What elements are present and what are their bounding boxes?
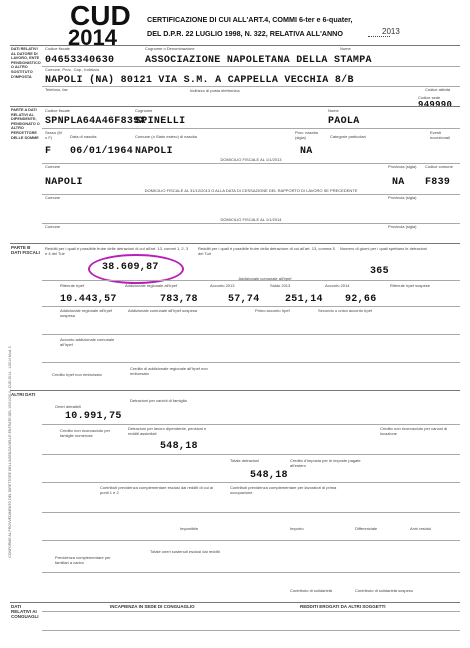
sostituto-email-label: Indirizzo di posta elettronica — [190, 88, 240, 93]
anni-label: Anni residui — [410, 526, 431, 531]
add-com-sospesa-label: Addizionale comunale all'Irpef sospesa — [128, 308, 198, 313]
add-regionale-label: Addizionale regionale all'Irpef — [125, 283, 178, 288]
credito-locazione-label: Credito non riconosciuto per canoni di locazione — [380, 426, 448, 436]
saldo-label: Saldo 2013 — [270, 283, 291, 288]
oneri-section-label: ALTRI DATI — [11, 392, 36, 397]
domicilio-codice-comune: F839 — [425, 177, 451, 188]
percipiente-eventi-label: Eventi eccezionali — [430, 130, 450, 140]
percipiente-cognome-label: Cognome — [135, 108, 153, 113]
differenziale-label: Differenziale — [355, 526, 378, 531]
totale-oneri-label: Totale oneri sostenuti esclusi dai redditi — [150, 549, 220, 554]
secondo-acconto-label: Secondo o unico acconto Irpef — [318, 308, 373, 313]
cud-label: CUD — [70, 0, 131, 31]
certification-year: 2013 — [382, 27, 400, 36]
detrazioni-label: Detrazioni per lavoro dipendente, pensioni e redditi assimilati — [128, 426, 207, 436]
detrazioni-value: 548,18 — [160, 441, 198, 452]
domicilio-cessazione-label: DOMICILIO FISCALE AL 31/12/2013 O ALLA DATA DI CESSAZIONE DEL RAPPORTO DI LAVORO SE PRECEDENTE — [144, 188, 358, 193]
add-reg-sospesa-label: Addizionale regionale all'Irpef sospesa — [60, 308, 113, 318]
credito-label: Credito Irpef non rimborsato — [52, 372, 102, 377]
dati-conguagli-label: DATI RELATIVI AI CONGUAGLI — [11, 604, 39, 619]
percipiente-codice-fiscale: SPNPLA64A46F839X — [45, 116, 146, 127]
percipiente-comune-nascita-label: Comune (o Stato estero) di nascita — [135, 134, 197, 139]
oneri-value: 10.991,75 — [65, 411, 122, 422]
oneri-label: Oneri detraibili — [55, 404, 81, 409]
certification-title-1: CERTIFICAZIONE DI CUI ALL'ART.4, COMMI 6-ter e 6-quater, — [147, 15, 353, 24]
sostituto-telefono-label: Telefono, fax — [45, 87, 68, 92]
giorni-label: Numero di giorni per i quali spettano le detrazioni — [340, 246, 427, 251]
certification-title-2: DEL D.P.R. 22 LUGLIO 1998, N. 322, RELATIVA ALL'ANNO — [147, 29, 343, 38]
percipiente-sesso-label: Sesso (M o F) — [45, 130, 62, 140]
sostituto-codice-sede: 949990 — [418, 100, 453, 110]
domicilio-comune: NAPOLI — [45, 177, 83, 188]
credito-add-label: Credito di addizionale regionale all'Irpef non rimborsato — [130, 366, 208, 376]
percipiente-data-nascita: 06/01/1964 — [70, 146, 134, 157]
cud-year: 2014 — [68, 25, 117, 50]
percipiente-sesso: F — [45, 146, 52, 157]
domicilio-2014-comune-label: Comune — [45, 224, 61, 229]
percipiente-nome: PAOLA — [328, 116, 360, 127]
percipiente-data-nascita-label: Data di nascita — [70, 134, 97, 139]
side-note: CONFORME AL PROVVEDIMENTO DEL DIRETTORE DELL'AGENZIA DELLE ENTRATE DEL 15/01/2014 - CUD 2014 - 1/2014 Mod. 5 — [8, 346, 12, 558]
credito-famiglie-label: Credito non riconosciuto per famiglie numerose — [60, 428, 111, 438]
cessazione-comune-label: Comune — [45, 195, 61, 200]
totale-label: Totale detrazioni — [230, 458, 260, 463]
imponibile-label: Imponibile — [180, 526, 199, 531]
percipiente-cognome: SPINELLI — [135, 116, 186, 127]
sostituto-cognome-label: Cognome o Denominazione — [145, 46, 195, 51]
contributo-sospeso-label: Contributo di solidarietà sospeso — [355, 588, 414, 593]
acconto-label: Acconto 2013 — [210, 283, 235, 288]
fiscali-section-label: PARTE B DATI FISCALI — [11, 245, 40, 255]
domicilio-provincia: NA — [392, 177, 405, 188]
acconto-value: 57,74 — [228, 294, 260, 305]
contributi-label: Contributi previdenza complementare esclusi dai redditi di cui ai punti 1 e 2 — [100, 485, 213, 495]
sostituto-denominazione: ASSOCIAZIONE NAPOLETANA DELLA STAMPA — [145, 55, 372, 66]
giorni-value: 365 — [370, 266, 389, 277]
acconto-trattenuto-label: Acconto addizionale comunale all'Irpef — [60, 337, 115, 347]
sostituto-indirizzo: NAPOLI (NA) 80121 VIA S.M. A CAPPELLA VECCHIA 8/B — [45, 75, 354, 86]
sostituto-codice-fiscale: 04653340630 — [45, 55, 115, 66]
primo-acconto-label: Primo acconto Irpef — [255, 308, 290, 313]
cessazione-provincia-label: Provincia (sigla) — [388, 195, 417, 200]
redditi2-label: Redditi per i quali è possibile fruire della detrazione di cui all'art. 13, comma 5 del Tuir — [198, 246, 335, 256]
domicilio-2014-label: DOMICILIO FISCALE AL 1/1/2014 — [220, 217, 282, 222]
redditi-label: Redditi per i quali è possibile fruire delle detrazioni di cui all'art. 13, commi 1, 2, 3 e 4 del Tuir — [45, 246, 189, 256]
addizionale-label: Addizionale comunale all'Irpef — [238, 276, 292, 281]
sostituto-codice-attivita-label: Codice attività — [425, 87, 451, 92]
domicilio-2014-provincia-label: Provincia (sigla) — [388, 224, 417, 229]
domicilio-2013-label: DOMICILIO FISCALE AL 1/1/2013 — [220, 157, 282, 162]
previdenza-label: Previdenza complementare per familiari a carico — [55, 555, 111, 565]
sostituto-nome-label: Nome — [340, 46, 351, 51]
saldo-value: 251,14 — [285, 294, 323, 305]
add-regionale-value: 783,78 — [160, 294, 198, 305]
percipiente-section-label: PARTE A DATI RELATIVI AL DIPENDENTE, PENSIONATO O ALTRO PERCETTORE DELLE SOMME — [11, 108, 40, 140]
ritenute-sospese-label: Ritenute Irpef sospese — [390, 283, 431, 288]
domicilio-comune-label: Comune — [45, 164, 61, 169]
ritenute-label: Ritenute Irpef — [60, 283, 85, 288]
percipiente-categorie-label: Categorie particolari — [330, 134, 366, 139]
contributo-label: Contributo di solidarietà — [290, 588, 333, 593]
imposta-estero-label: Credito d'imposta per le imposte pagate all'estero — [290, 458, 361, 468]
sostituto-cf-label: Codice fiscale — [45, 46, 70, 51]
percipiente-cf-label: Codice fiscale — [45, 108, 70, 113]
percipiente-nome-label: Nome — [328, 108, 339, 113]
sostituto-section-label: DATI RELATIVI AL DATORE DI LAVORO, ENTE PENSIONISTICO O ALTRO SOSTITUTO D'IMPOSTA — [11, 47, 41, 79]
contributi-prev-label: Contributi previdenza complementare per lavoratori di prima occupazione — [230, 485, 337, 495]
totale-value: 548,18 — [250, 470, 288, 481]
domicilio-codice-comune-label: Codice comune — [425, 164, 453, 169]
redditi-value: 38.609,87 — [102, 262, 159, 273]
sostituto-comune-label: Comune, Prov., Cap., Indirizzo — [45, 67, 100, 72]
conguaglio-label: INCAPIENZA IN SEDE DI CONGUAGLIO — [110, 604, 195, 609]
redditi-altri-label: REDDITI EROGATI DA ALTRI SOGGETTI — [300, 604, 386, 609]
acconto2014-value: 92,66 — [345, 294, 377, 305]
percipiente-comune-nascita: NAPOLI — [135, 146, 173, 157]
percipiente-prov-nascita: NA — [300, 146, 313, 157]
domicilio-provincia-label: Provincia (sigla) — [388, 164, 417, 169]
percipiente-prov-nascita-label: Prov. nascita (sigla) — [295, 130, 318, 140]
importo-label: Importo — [290, 526, 304, 531]
ritenute-value: 10.443,57 — [60, 294, 117, 305]
certification-year-blank — [368, 36, 390, 37]
sostituto-codice-sede-label: Codice sede — [418, 95, 441, 100]
spese-label: Detrazioni per carichi di famiglia — [130, 398, 187, 403]
acconto2014-label: Acconto 2014 — [325, 283, 350, 288]
